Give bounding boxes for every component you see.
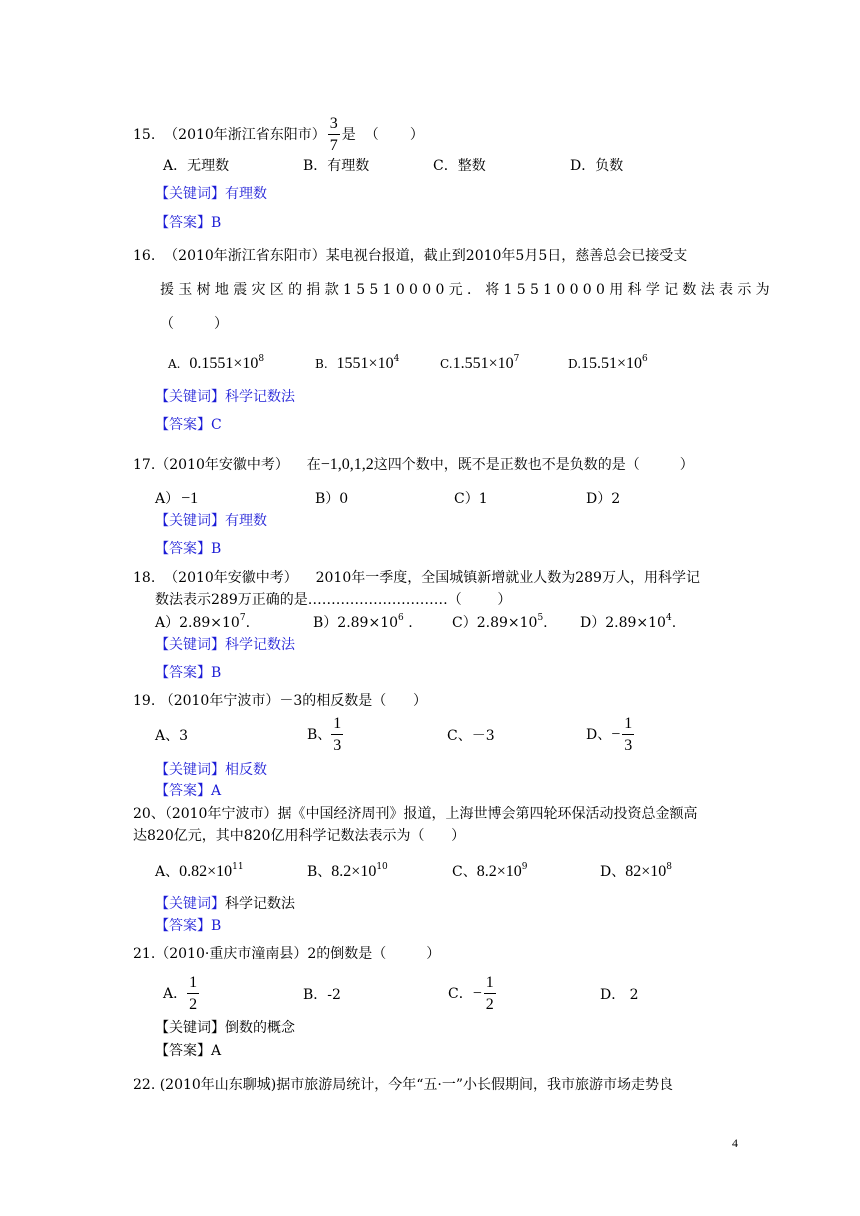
q20-line-1: 20、（2010年宁波市）据《中国经济周刊》报道，上海世博会第四轮环保活动投资总金额高: [133, 806, 698, 822]
q21-option-d: D． 2: [600, 987, 639, 1003]
q16-c-exp: 7: [513, 354, 520, 364]
q18-option-a: [155, 613, 251, 631]
q18-keyword-label: 【关键词】: [155, 637, 225, 653]
q16-c-base: 1.551×10: [452, 355, 514, 372]
q19-answer: 【答案】A: [155, 783, 222, 799]
q16-d-base: 15.51×10: [581, 355, 643, 372]
q16-line-1: 16. （2010年浙江省东阳市）某电视台报道，截止到2010年5月5日，慈善总会已接受支: [133, 248, 688, 264]
q15-stem-text: 15. （2010年浙江省东阳市）: [133, 127, 326, 143]
q15-stem-tail: 是 （ ）: [341, 127, 424, 143]
q20-b-exp: 10: [376, 862, 388, 872]
q21-keyword: 【关键词】倒数的概念: [155, 1020, 295, 1036]
q18-keyword: 科学记数法: [225, 637, 295, 653]
q20-a-base: 0.82×10: [179, 863, 233, 880]
q19-option-a: A、3: [155, 728, 189, 744]
q16-option-b: [315, 356, 399, 372]
q17-option-a: [155, 491, 198, 507]
q21-a-fraction: [187, 975, 199, 1013]
q21-option-c: [448, 975, 496, 1013]
q19-option-c: C、－3: [447, 728, 495, 744]
q21-a-num: 1: [187, 975, 199, 994]
q17-stem-a: 17.（2010年安徽中考） 在: [133, 457, 321, 473]
q20-option-b: [307, 864, 388, 880]
q15-frac-den: 7: [329, 137, 338, 154]
q15-keyword-label: 【关键词】: [155, 186, 225, 202]
q16-keyword: 科学记数法: [225, 389, 295, 405]
q15-fraction: [328, 116, 340, 154]
q16-a-base: 0.1551×10: [189, 355, 259, 372]
q18-line-2: 数法表示289万正确的是…………………………（ ）: [155, 592, 512, 608]
q18-d-end: .: [671, 615, 677, 631]
q16-keyword-line: [155, 390, 295, 404]
q16-option-c: [440, 356, 519, 372]
q19-keyword-line: [155, 763, 267, 777]
q17-option-c: C）1: [454, 491, 488, 507]
q20-b-label: B、: [307, 864, 332, 880]
q18-c-exp: 5: [537, 613, 544, 623]
q20-option-c: [452, 864, 527, 880]
q21-c-den: 2: [485, 996, 494, 1013]
q18-keyword-line: [155, 638, 295, 652]
q16-b-base: 1551×10: [336, 355, 394, 372]
q15-option-a: A．无理数: [163, 158, 230, 174]
q19-d-num: 1: [622, 716, 634, 735]
q16-c-label: C.: [440, 357, 453, 371]
q20-a-label: A、: [155, 864, 180, 880]
q20-line-2: 达820亿元，其中820亿用科学记数法表示为（ ）: [133, 828, 466, 844]
q15-stem: [133, 116, 424, 154]
q18-d-exp: 4: [665, 613, 672, 623]
q20-keyword-label: 【关键词】: [155, 896, 225, 912]
q19-option-b: [307, 716, 343, 754]
q21-option-a: [163, 975, 199, 1013]
q20-keyword: 科学记数法: [225, 896, 295, 912]
q19-d-sign: −: [611, 726, 621, 743]
q18-d-base: D）2.89×10: [580, 615, 666, 631]
q21-c-label: C．: [448, 986, 473, 1002]
q16-option-d: [568, 356, 648, 372]
q15-answer: 【答案】B: [155, 215, 222, 231]
q17-keyword: 有理数: [225, 513, 267, 529]
q20-c-exp: 9: [521, 862, 528, 872]
q20-d-exp: 8: [666, 862, 672, 872]
q20-d-label: D、: [600, 864, 626, 880]
q20-keyword-line: [155, 897, 295, 911]
q16-d-label: D.: [568, 357, 582, 371]
q20-b-base: 8.2×10: [331, 863, 377, 880]
q20-option-a: [155, 864, 244, 880]
q19-keyword: 相反数: [225, 762, 267, 778]
q16-b-exp: 4: [393, 354, 400, 364]
q19-keyword-label: 【关键词】: [155, 762, 225, 778]
q15-keyword: 有理数: [225, 186, 267, 202]
q18-option-c: [452, 613, 548, 631]
q17-answer: 【答案】B: [155, 541, 222, 557]
q20-option-d: [600, 864, 672, 880]
q16-line-3: （ ）: [160, 316, 229, 332]
q18-c-base: C）2.89×10: [452, 615, 538, 631]
q21-option-b: B．-2: [303, 987, 341, 1003]
q17-stem: [133, 457, 694, 473]
q20-c-label: C、: [452, 864, 477, 880]
q21-stem: 21.（2010·重庆市潼南县）2的倒数是（ ）: [133, 946, 441, 962]
q19-option-d: [586, 716, 634, 754]
q18-c-end: .: [543, 615, 548, 631]
q18-option-d: [580, 613, 677, 631]
q15-option-b: B．有理数: [303, 158, 370, 174]
q18-b-exp: 6: [398, 613, 404, 623]
q17-a-val: −1: [181, 490, 199, 507]
q17-option-b: B）0: [315, 491, 349, 507]
q20-c-base: 8.2×10: [476, 863, 522, 880]
q16-a-label: A.: [168, 357, 181, 371]
q17-keyword-line: [155, 514, 267, 528]
q18-a-exp: 7: [239, 613, 246, 623]
q17-a-label: A）: [155, 491, 180, 507]
q16-a-exp: 8: [258, 354, 265, 364]
q16-answer: 【答案】C: [155, 417, 222, 433]
q16-keyword-label: 【关键词】: [155, 389, 225, 405]
q18-answer: 【答案】B: [155, 665, 222, 681]
q18-a-end: .: [245, 615, 251, 631]
q18-b-base: B）2.89×10: [313, 615, 399, 631]
q15-option-d: D．负数: [570, 158, 624, 174]
q18-b-end: .: [403, 615, 413, 631]
q20-a-exp: 11: [232, 862, 244, 872]
q17-stem-math: −1,0,1,2: [320, 456, 374, 473]
q19-d-label: D、: [586, 727, 612, 743]
q16-line-2: [160, 282, 774, 298]
q15-frac-num: 3: [328, 116, 340, 135]
page-number: 4: [732, 1136, 738, 1150]
q15-keyword-line: [155, 187, 267, 201]
q20-d-base: 82×10: [625, 863, 667, 880]
q18-line-1: 18. （2010年安徽中考） 2010年一季度，全国城镇新增就业人数为289万人，用科学记: [133, 570, 700, 586]
q22-line-1: 22. (2010年山东聊城)据市旅游局统计，今年“五·一”小长假期间，我市旅游市场走势良: [133, 1077, 674, 1093]
q16-b-label: B.: [315, 357, 328, 371]
q21-a-label: A．: [163, 986, 188, 1002]
q21-answer: 【答案】A: [155, 1043, 222, 1059]
q21-c-sign: −: [472, 985, 482, 1002]
q21-c-fraction: [484, 975, 496, 1013]
q16-option-a: [168, 356, 264, 372]
q19-d-fraction: [622, 716, 634, 754]
q19-stem: 19. （2010年宁波市）－3的相反数是（ ）: [133, 693, 427, 709]
q21-a-den: 2: [189, 996, 198, 1013]
q17-keyword-label: 【关键词】: [155, 513, 225, 529]
q17-stem-b: 这四个数中，既不是正数也不是负数的是（ ）: [373, 457, 694, 473]
q19-b-den: 3: [333, 737, 342, 754]
q20-answer: 【答案】B: [155, 918, 222, 934]
q17-option-d: D）2: [586, 491, 621, 507]
q16-d-exp: 6: [642, 354, 648, 364]
q21-c-num: 1: [484, 975, 496, 994]
q18-a-base: A）2.89×10: [155, 615, 240, 631]
q15-option-c: C．整数: [433, 158, 486, 174]
q19-b-fraction: [331, 716, 343, 754]
q19-b-num: 1: [331, 716, 343, 735]
q16-line-2-text: 援玉树地震灾区的捐款15510000元．将15510000用科学记数法表示为: [160, 282, 774, 298]
q19-d-den: 3: [624, 737, 633, 754]
q18-option-b: [313, 613, 413, 631]
q19-b-label: B、: [307, 727, 332, 743]
